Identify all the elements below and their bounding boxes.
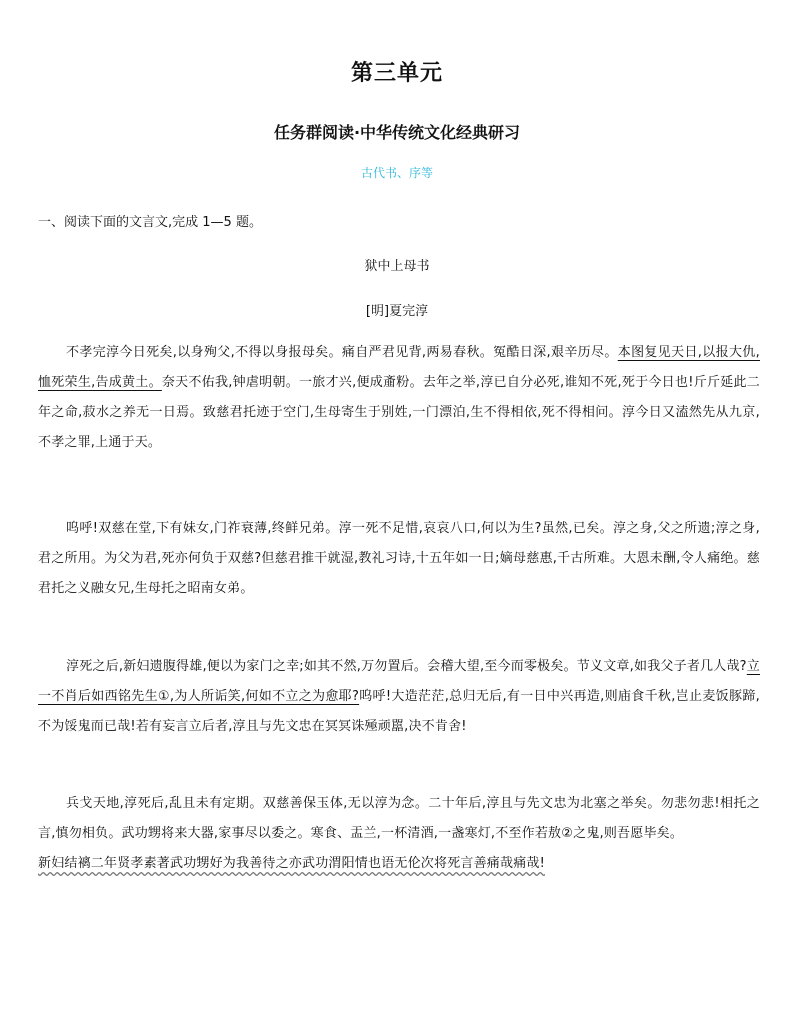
paragraph-text: 奈天不佑我,钟虐明朝。一旅才兴,便成齑粉。去年之举,淳已自分必死,谁知不死,死于今日也!斤斤延此二年之命,菽水之养无一日焉。致慈君托迹于空门,生母寄生于别姓,一门漂泊,生不得相依,死不得相问。淳今日又溘然先从九京,不孝之罪,上通于天。	[38, 375, 760, 450]
essay-title: 狱中上母书	[364, 259, 430, 274]
paragraph-text: 不孝完淳今日死矣,以身殉父,不得以身报母矣。痛自严君见背,两易春秋。冤酷日深,艰辛历尽。	[66, 345, 618, 360]
paragraph-text: 淳死之后,新妇遗腹得雄,便以为家门之幸;如其不然,万勿置后。会稽大望,至今而零极矣。节义文章,如我父子者几人哉?	[66, 659, 747, 674]
underlined-sentence: 立一不肖后如西铭先生①,为人所诟笑,何如不立之为愈耶?	[38, 659, 760, 704]
wavy-underlined-sentence: 新妇结褵二年贤孝素著武功甥好为我善待之亦武功渭阳情也语无伦次将死言善痛哉痛哉!	[38, 856, 546, 871]
underlined-sentence: 本图复见天日,以报大仇,恤死荣生,告成黄土。	[38, 345, 760, 390]
essay-paragraph-4	[38, 789, 760, 879]
paragraph-text: 兵戈天地,淳死后,乱且未有定期。双慈善保玉体,无以淳为念。二十年后,淳且与先文忠为北塞之举矣。勿悲勿悲!相托之言,慎勿相负。武功甥将来大器,家事尽以委之。寒食、盂兰,一杯清酒,一盏寒灯,不至作若敖②之鬼,则吾愿毕矣。	[38, 796, 760, 841]
unit-subtitle: 任务群阅读·中华传统文化经典研习	[273, 123, 521, 142]
essay-paragraph-1	[38, 338, 760, 458]
question-prompt: 一、阅读下面的文言文,完成 1—5 题。	[38, 215, 262, 230]
essay-paragraph-3	[38, 652, 760, 742]
unit-title: 第三单元	[350, 61, 443, 86]
essay-paragraph-2: 呜呼!双慈在堂,下有妹女,门祚衰薄,终鲜兄弟。淳一死不足惜,哀哀八口,何以为生?虽然,已矣。淳之身,父之所遗;淳之身,君之所用。为父为君,死亦何负于双慈?但慈君推干就湿,教礼习诗,十五年如一日;嫡母慈惠,千古所难。大恩未酬,令人痛绝。慈君托之义融女兄,生母托之昭南女弟。	[38, 521, 760, 596]
section-tag: 古代书、序等	[360, 166, 433, 180]
paragraph-text: 呜呼!大造茫茫,总归无后,有一日中兴再造,则庙食千秋,岂止麦饭豚蹄,不为馁鬼而已哉!若有妄言立后者,淳且与先文忠在冥冥诛殛顽嚚,决不肯舍!	[38, 689, 760, 734]
essay-author: [明]夏完淳	[365, 304, 429, 319]
